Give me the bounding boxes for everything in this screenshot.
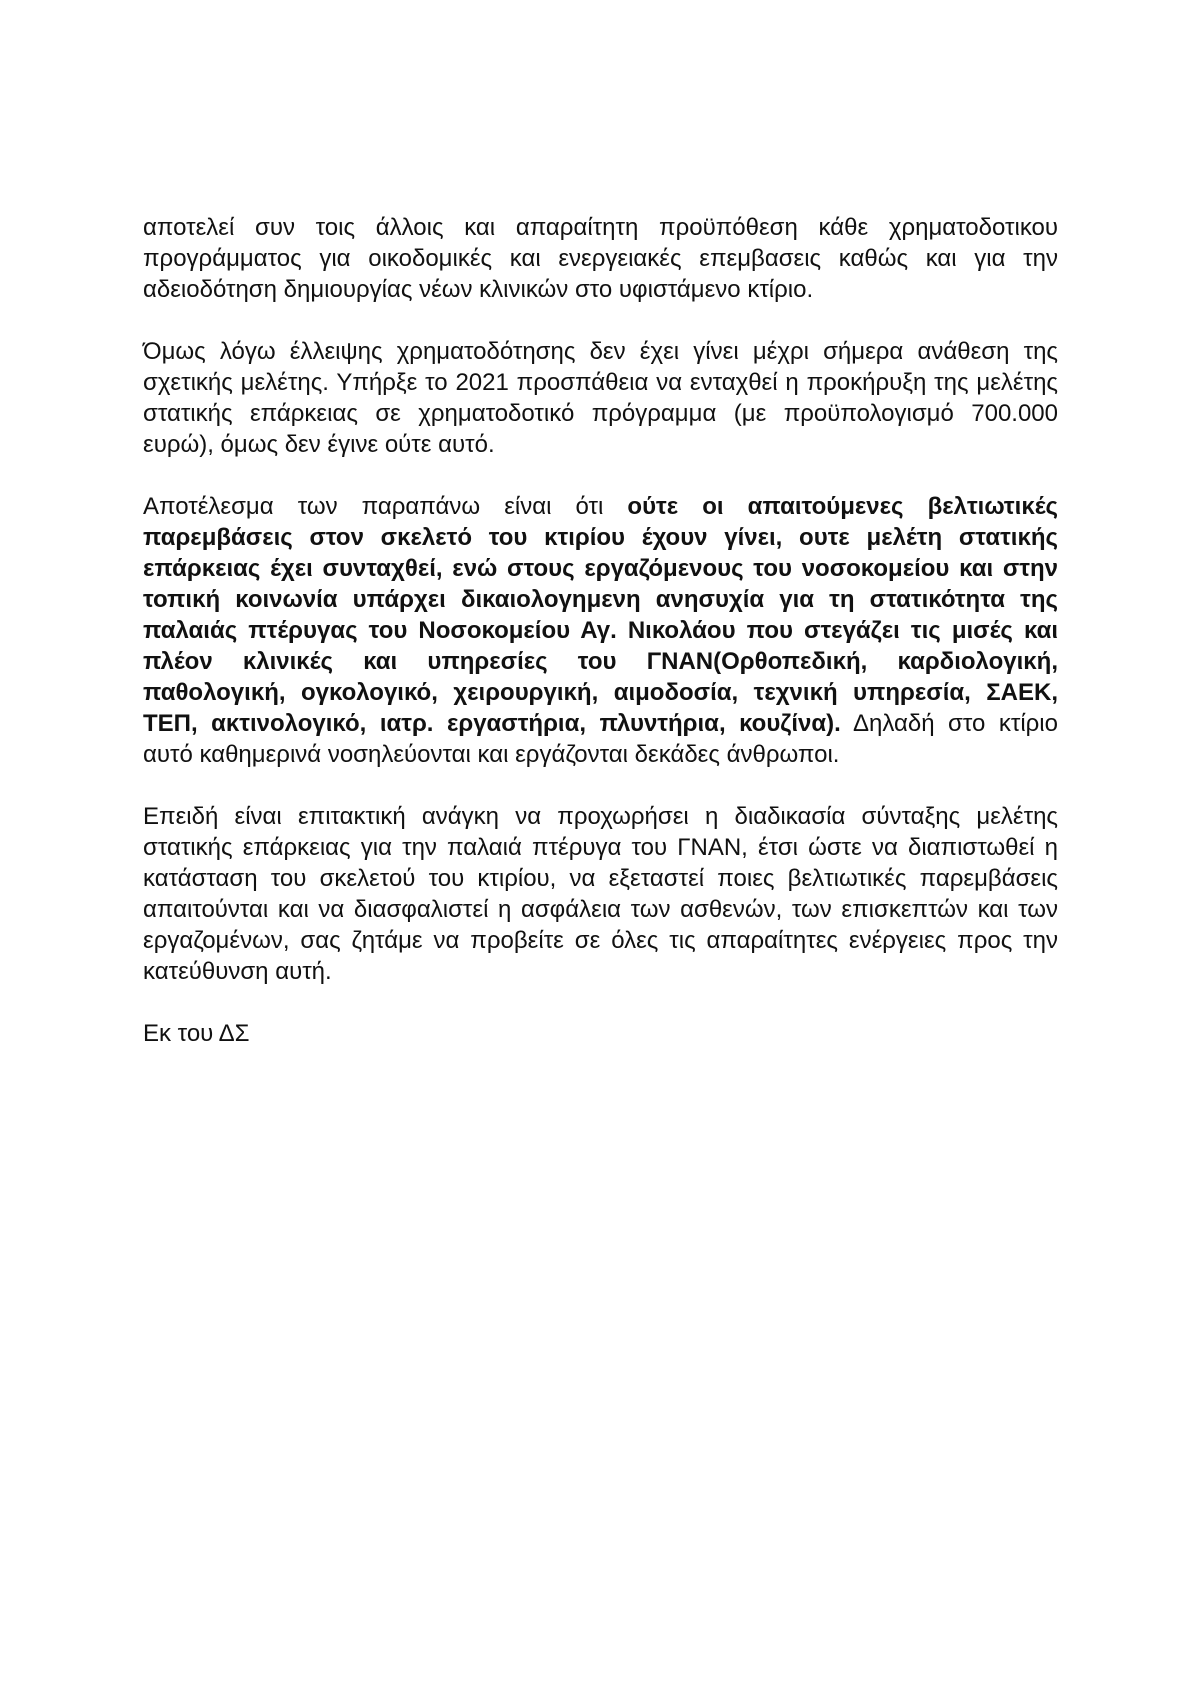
paragraph-4 (143, 801, 1058, 987)
paragraph-1-text: αποτελεί συν τοις άλλοις και απαραίτητη προϋπόθεση κάθε χρηματοδοτικου προγράμματος για οικοδομικές και ενεργειακές επεμβασεις καθώς και για την αδειοδότηση δημιουργίας νέων κλινικών στο υφιστάμενο κτίριο. (143, 214, 1058, 303)
document-body (143, 212, 1058, 1049)
paragraph-3-lead: Αποτέλεσμα των παραπάνω είναι ότι (143, 493, 628, 520)
paragraph-2-text: Όμως λόγω έλλειψης χρηματοδότησης δεν έχει γίνει μέχρι σήμερα ανάθεση της σχετικής μελέτης. Υπήρξε το 2021 προσπάθεια να ενταχθεί η προκήρυξη της μελέτης στατικής επάρκειας σε χρηματοδοτικό πρόγραμμα (με προϋπολογισμό 700.000 ευρώ), όμως δεν έγινε ούτε αυτό. (143, 338, 1058, 458)
paragraph-4-text: Επειδή είναι επιτακτική ανάγκη να προχωρήσει η διαδικασία σύνταξης μελέτης στατικής επάρκειας για την παλαιά πτέρυγα του ΓΝΑΝ, έτσι ώστε να διαπιστωθεί η κατάσταση του σκελετού του κτιρίου, να εξεταστεί ποιες βελτιωτικές παρεμβάσεις απαιτούνται και να διασφαλιστεί η ασφάλεια των ασθενών, των επισκεπτών και των εργαζομένων, σας ζητάμε να προβείτε σε όλες τις απαραίτητες ενέργειες προς την κατεύθυνση αυτή. (143, 803, 1058, 985)
paragraph-3-tail: Δηλαδή στο κτίριο αυτό καθημερινά νοσηλεύονται και εργάζονται δεκάδες άνθρωποι. (143, 710, 1058, 768)
paragraph-1 (143, 212, 1058, 305)
paragraph-3 (143, 491, 1058, 770)
paragraph-2 (143, 336, 1058, 460)
paragraph-3-emphasis: ούτε οι απαιτούμενες βελτιωτικές παρεμβάσεις στον σκελετό του κτιρίου έχουν γίνει, ουτε μελέτη στατικής επάρκειας έχει συνταχθεί, ενώ στους εργαζόμενους του νοσοκομείου και στην τοπική κοινωνία υπάρχει δικαιολογημενη ανησυχία για τη στατικότητα της παλαιάς πτέρυγας του Νοσοκομείου Αγ. Νικολάου που στεγάζει τις μισές και πλέον κλινικές και υπηρεσίες του ΓΝΑΝ(Ορθοπεδική, καρδιολογική, παθολογική, ογκολογικό, χειρουργική, αιμοδοσία, τεχνική υπηρεσία, ΣΑΕΚ, ΤΕΠ, ακτινολογικό, ιατρ. εργαστήρια, πλυντήρια, κουζίνα). (143, 493, 1059, 737)
signoff (143, 1018, 1058, 1049)
signoff-text: Εκ του ΔΣ (143, 1020, 250, 1047)
